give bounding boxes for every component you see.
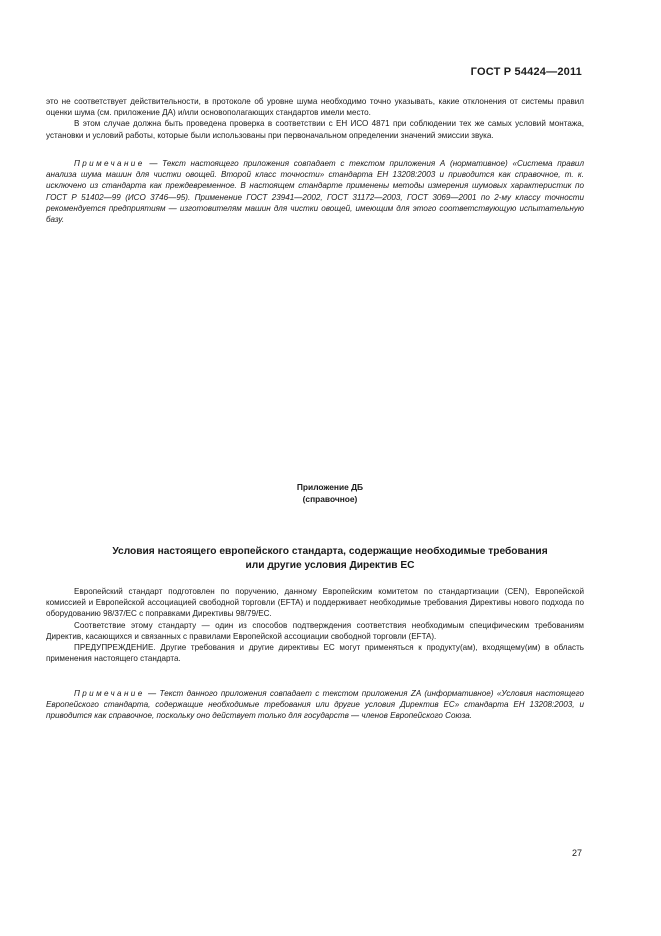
top-text-block (46, 96, 584, 141)
annex-title-line-2: или другие условия Директив ЕС (245, 559, 415, 571)
paragraph-conformity: Соответствие этому стандарту — один из способов подтверждения соответствия необходимым специфическим требованиям Директив, касающихся и связанных с правилами Европейской ассоциации свободной торговли (EFTA). (46, 620, 584, 641)
note-1-text: — Текст настоящего приложения совпадает с текстом приложения А (нормативное) «Система правил анализа шума машин для чистки овощей. Второй класс точности» стандарта ЕН 13208:2003 и приводится как справочное, т. к. исключено из стандарта как преждевременное. В настоящем стандарте применены методы измерения шумовых характеристик по ГОСТ Р 51402—99 (ИСО 3746—95). Применение ГОСТ 23941—2002, ГОСТ 31172—2003, ГОСТ 3069—2001 по 2-му классу точности рекомендуется предприятиям — изготовителям машин для чистки овощей, имеющим для этого соответствующую испытательную базу. (46, 159, 585, 225)
note-2 (46, 688, 584, 722)
note-1-label: Примечание (74, 159, 145, 168)
annex-status: (справочное) (302, 494, 358, 504)
paragraph-verification: В этом случае должна быть проведена проверка в соответствии с ЕН ИСО 4871 при соблюдении тех же самых условий монтажа, установки и условий работы, которые были использованы при первоначальном определении значений эмиссии звука. (46, 119, 584, 140)
annex-name: Приложение ДБ (296, 482, 364, 492)
annex-text-block (46, 586, 584, 664)
annex-title-line-1: Условия настоящего европейского стандарта, содержащие необходимые требования (112, 546, 548, 557)
paragraph-european-standard: Европейский стандарт подготовлен по поручению, данному Европейским комитетом по стандартизации (CEN), Европейской комиссией и Европейской ассоциацией свободной торговли (EFTA) и поддерживает необходимые требования Директивы нового подхода по оборудованию 98/37/ЕС с поправками Директивы 98/79/ЕС. (46, 587, 584, 619)
note-1 (46, 158, 584, 225)
note-2-text: — Текст данного приложения совпадает с текстом приложения ZA (информативное) «Условия настоящего Европейского стандарта, содержащие необходимые требования или другие условия Директив ЕС» стандарта ЕН 13208:2003, и приводится как справочное, поскольку оно действует только для государств — членов Европейского Союза. (46, 689, 585, 721)
note-2-label: Примечание (74, 689, 145, 698)
paragraph-continued: это не соответствует действительности, в протоколе об уровне шума необходимо точно указывать, какие отклонения от системы правил оценки шума (см. приложение ДА) и/или основополагающих стандартов имели место. (46, 97, 584, 118)
document-number-header: ГОСТ Р 54424—2011 (470, 66, 582, 78)
annex-title (46, 545, 614, 572)
page-number: 27 (571, 848, 582, 858)
paragraph-warning: ПРЕДУПРЕЖДЕНИЕ. Другие требования и другие директивы ЕС могут применяться к продукту(ам), входящему(им) в область применения настоящего стандарта. (46, 643, 584, 664)
annex-heading (46, 481, 614, 505)
